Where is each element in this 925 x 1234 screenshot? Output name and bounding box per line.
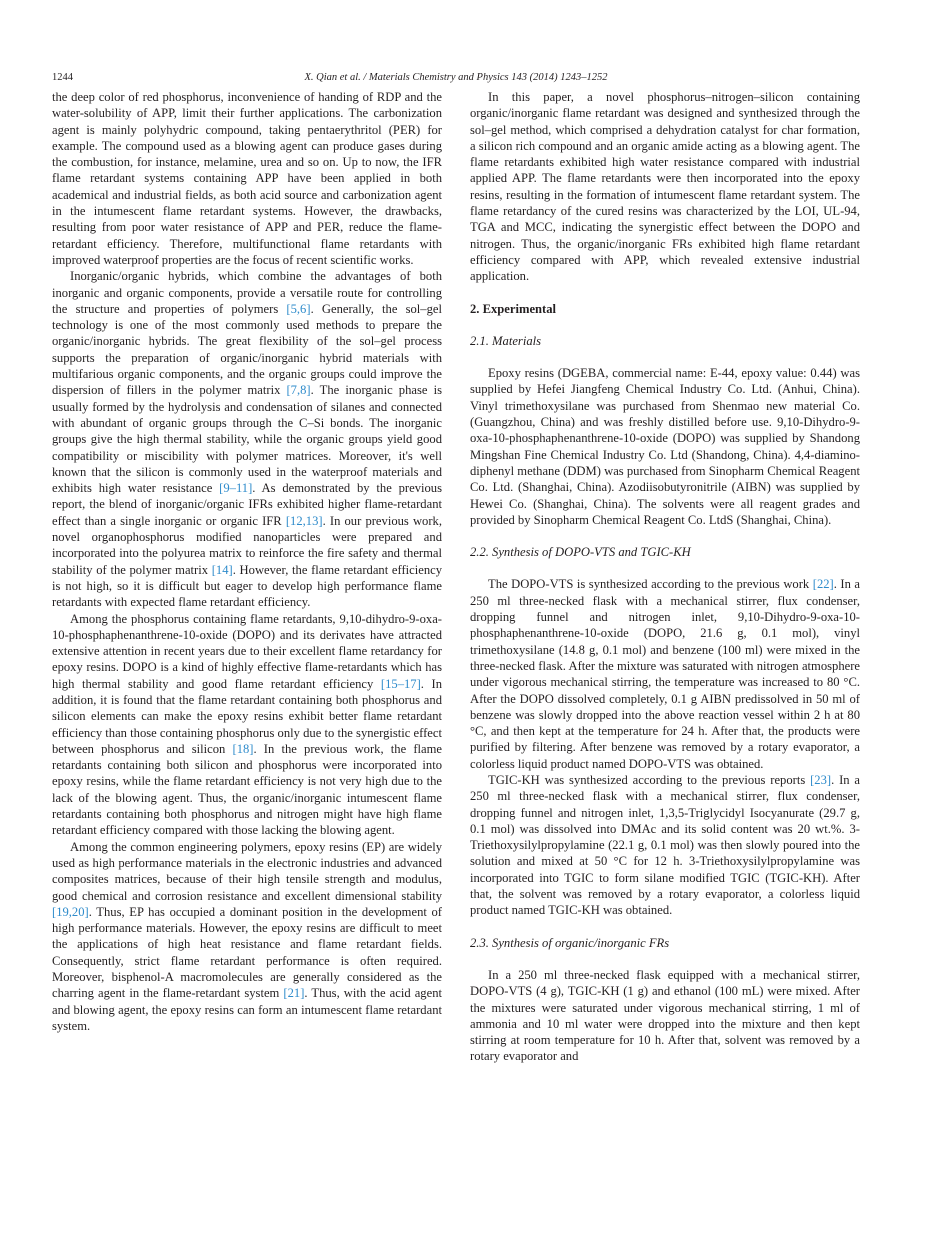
paragraph-text: In a 250 ml three-necked flask equipped with a mechanical stirrer, DOPO-VTS (4 g), TGIC-KH (1 g) and ethanol (100 mL) were mixed. After the mixtures were saturated under vigorous mechanical stirring, 1 ml of ammonia and 10 ml water were dropped into the mixture and then kept stirring at room temperature for 10 h. After that, solvent was removed by a rotary evaporator and	[470, 967, 860, 1064]
body-paragraph	[470, 89, 860, 285]
paragraph-text: Inorganic/organic hybrids, which combine the advantages of both inorganic and organic components, provide a versatile route for controlling the structure and properties of polymers	[52, 269, 442, 316]
paragraph-text: . In our previous work, novel organophosphorus modified nanoparticles were prepared and incorporated into the polyurea matrix to reinforce the fire safety and thermal stability of the polymer matrix	[52, 513, 442, 577]
citation-link[interactable]: [12,13]	[285, 513, 323, 528]
paragraph-text: . As demonstrated by the previous report, the blend of inorganic/organic IFRs exhibited higher flame-retardant effect than a single inorganic or organic IFR	[52, 481, 442, 528]
running-header	[52, 72, 860, 88]
intro-paragraph-container	[470, 89, 860, 285]
paragraph-text: . Thus, EP has occupied a dominant position in the development of high performance materials. However, the epoxy resins are difficult to meet the applications of high heat resistance and flame retardant fields. Consequently, strict flame retardant performance is often required. Moreover, bisphenol-A macromolecules are generally considered as the charring agent in the flame-retardant system	[52, 904, 442, 1001]
subsection-heading-materials: 2.1. Materials	[470, 333, 542, 348]
paragraph-text: . Generally, the sol–gel technology is one of the most commonly used methods to prepare the organic/inorganic hybrids. The great flexibility of the sol–gel process supports the preparation of organic/inorganic hybrid materials with multifarious organic components, and the organic groups could improve the dispersion of fillers in the polymer matrix	[52, 301, 442, 398]
page-number: 1244	[52, 72, 73, 83]
paragraph-text: . In a 250 ml three-necked flask with a mechanical stirrer, flux condenser, dropping funnel and nitrogen inlet, 9,10-Dihydro-9-oxa-10-phosphaphenanthrene-10-oxide (DOPO, 21.6 g, 0.1 mol), vinyl trimethoxysilane (14.8 g, 0.1 mol) and benzene (100 ml) were mixed in the three-necked flask. After the mixture was saturated with nitrogen atmosphere under vigorous mechanical stirring, the temperature was increased to 80 °C. After the DOPO dissolved completely, 0.1 g AIBN predissolved in 50 ml of benzene was slowly dropped into the above reaction vessel within 2 h at 80 °C, and then kept at the temperature for 24 h. After that, the products were purified by filtering. After benzene was removed by a rotary evaporator, a colorless liquid product named DOPO-VTS was obtained.	[470, 577, 860, 771]
citation-link[interactable]: [9–11]	[219, 481, 253, 496]
paragraph-text: . In the previous work, the flame retardants containing both silicon and phosphorus were incorporated into epoxy resins, while the flame retardant efficiency is not very high due to the lack of the blowing agent. Thus, the organic/inorganic intumescent flame retardants containing both phosphorus and nitrogen might have high flame retardant efficiency compared with those lacking the blowing agent.	[52, 741, 443, 838]
paragraph-text: the deep color of red phosphorus, inconvenience of handing of RDP and the water-solubility of APP, limit their further applications. The carbonization agent is mainly polyhydric compound, taking pentaerythritol (PER) for example. The compound used as a blowing agent can produce gases during the combustion, for instance, melamine, urea and so on. Up to now, the IFR flame retardant systems containing APP have been applied in both academical and industrial fields, as both acid source and carbonization agent in the intumescent flame retardant systems. However, the drawbacks, resulting from poor water resistance of APP and PER, reduce the flame-retardant efficiency. Therefore, multifunctional flame retardants with improved waterproof properties are the focus of recent scientific works.	[52, 90, 442, 267]
paragraph-text: . Thus, with the acid agent and blowing agent, the epoxy resins can form an intumescent flame retardant system.	[52, 986, 442, 1033]
citation-link[interactable]: [21]	[283, 986, 305, 1001]
right-column	[470, 89, 860, 1065]
synthesis-frs-section	[470, 967, 860, 1065]
paragraph-text: . The inorganic phase is usually formed by the hydrolysis and condensation of silanes and connected with abundant of organic groups through the C–Si bonds. The inorganic groups give the high thermal stability, while the organic groups yield good compatibility or miscibility with polymer matrices. Moreover, it's well known that the silicon is commonly used in the waterproof materials and exhibits high water resistance	[52, 383, 442, 496]
citation-link[interactable]: [22]	[812, 577, 834, 592]
body-paragraph	[470, 365, 860, 528]
paragraph-text: The DOPO-VTS is synthesized according to the previous work	[488, 577, 813, 592]
body-paragraph	[52, 268, 442, 610]
citation-link[interactable]: [7,8]	[286, 383, 311, 398]
body-paragraph	[470, 576, 860, 772]
paragraph-text: TGIC-KH was synthesized according to the previous reports	[488, 772, 811, 787]
section-heading-experimental: 2. Experimental	[470, 301, 557, 316]
citation-link[interactable]: [19,20]	[52, 904, 89, 919]
body-paragraph	[52, 839, 442, 1035]
body-paragraph	[470, 772, 860, 919]
journal-citation: X. Qian et al. / Materials Chemistry and Physics 143 (2014) 1243–1252	[304, 72, 608, 83]
paragraph-text: . In a 250 ml three-necked flask with a mechanical stirrer, flux condenser, dropping funnel and nitrogen inlet, 1,3,5-Triglycidyl Isocyanurate (29.7 g, 0.1 mol) was dissolved into DMAc and its solid content was 20 wt.%. 3-Triethoxysilylpropylamine (22.1 g, 0.1 mol) was then slowly poured into the solution and mixed at 50 °C for 12 h. 3-Triethoxysilylpropylamine was incorporated into TGIC to form silane modified TGIC (TGIC-KH). After that, the solvent was removed by a rotary evaporator, a colorless liquid product named TGIC-KH was obtained.	[470, 772, 861, 918]
paragraph-text: . In addition, it is found that the flame retardant containing both phosphorus and silicon elements can make the epoxy resins exhibit better flame retardant efficiency than those containing phosphorus only due to the synergistic effect between phosphorus and silicon	[52, 676, 442, 756]
paragraph-text: Among the common engineering polymers, epoxy resins (EP) are widely used as high performance materials in the electronic industries and advanced composites matrices, because of their high tensile strength and modulus, good chemical and corrosion resistance and excellent dimensional stability	[52, 839, 442, 903]
body-paragraph	[52, 89, 442, 268]
citation-link[interactable]: [18]	[232, 741, 254, 756]
synthesis-dopo-vts-section	[470, 576, 860, 918]
subsection-heading-synthesis-frs: 2.3. Synthesis of organic/inorganic FRs	[470, 935, 670, 950]
citation-link[interactable]: [15–17]	[380, 676, 421, 691]
body-paragraph	[470, 967, 860, 1065]
paragraph-text: Among the phosphorus containing flame retardants, 9,10-dihydro-9-oxa-10-phosphaphenanthrene-10-oxide (DOPO) and its derivates have attracted extensive attention in recent years due to their excellent flame retardancy for epoxy resins. DOPO is a kind of highly effective flame-retardants which has high thermal stability and good flame retardant efficiency	[52, 611, 442, 691]
citation-link[interactable]: [5,6]	[286, 301, 311, 316]
citation-link[interactable]: [14]	[211, 562, 233, 577]
body-paragraph	[52, 611, 442, 839]
citation-link[interactable]: [23]	[810, 772, 832, 787]
materials-section	[470, 365, 860, 528]
paragraph-text: . However, the flame retardant efficiency is not high, so it is difficult but eager to develop high performance flame retardants with expected flame retardant efficiency.	[52, 562, 443, 610]
left-column	[52, 89, 442, 1034]
paragraph-text: Epoxy resins (DGEBA, commercial name: E-44, epoxy value: 0.44) was supplied by Hefei Jiangfeng Chemical Industry Co. Ltd. (Anhui, China). Vinyl trimethoxysilane was purchased from Shenmao new material Co. (Guangzhou, China) and was freshly distilled before use. 9,10-Dihydro-9-oxa-10-phosphaphenanthrene-10-oxide (DOPO) was supplied by Shandong Mingshan Fine Chemical Industry Co. Ltd (Shandong, China). 4,4-diamino-diphenyl methane (DDM) was purchased from Sinopharm Chemical Reagent Co. Ltd. (Shanghai, China). Azodiisobutyronitrile (AIBN) was supplied by Hewei Co. (Shanghai, China). The solvents were all reagent grades and provided by Sinopharm Chemical Reagent Co. LtdS (Shanghai, China).	[470, 366, 860, 527]
subsection-heading-synthesis-dopo-vts: 2.2. Synthesis of DOPO-VTS and TGIC-KH	[470, 545, 691, 560]
paragraph-text: In this paper, a novel phosphorus–nitrogen–silicon containing organic/inorganic flame retardant was designed and synthesized through the sol–gel method, which comprised a dehydration catalyst for char formation, a silicon rich compound and an organic amide acting as a blowing agent. The flame retardants exhibited high water resistance compared with industrial applied APP. The flame retardants were then incorporated into the epoxy resins, resulting in the formation of intumescent flame retardant system. The flame retardancy of the cured resins was characterized by the LOI, UL-94, TGA and MCC, indicating the synergistic effect between the DOPO and nitrogen. Thus, the organic/inorganic FRs exhibited high flame retardant efficiency compared with APP, which revealed extensive industrial application.	[470, 90, 860, 284]
